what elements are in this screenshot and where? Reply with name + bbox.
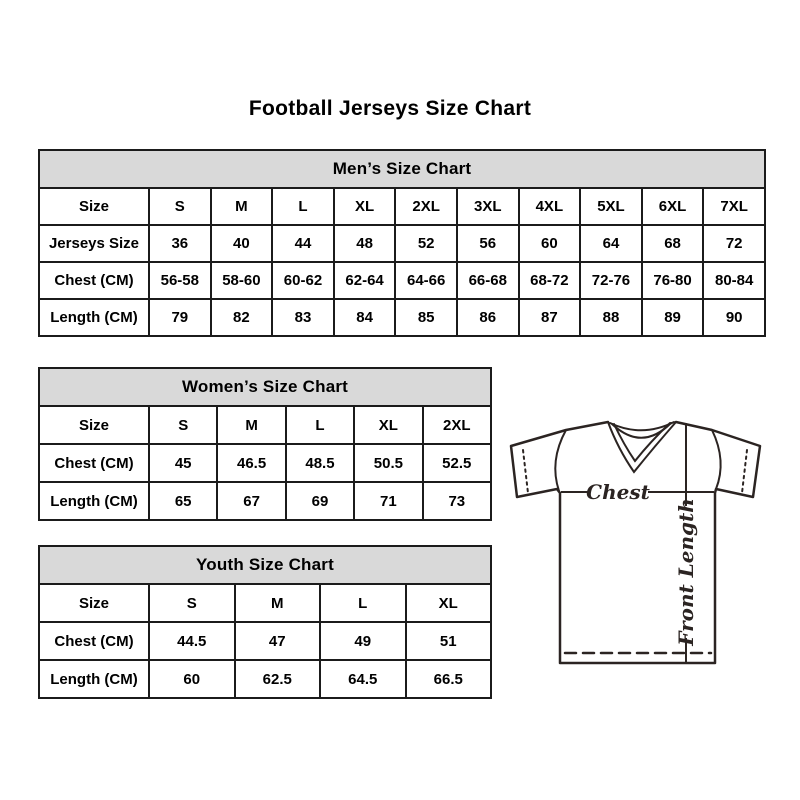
table-cell: 64.5 bbox=[320, 660, 406, 698]
table-cell: S bbox=[149, 584, 235, 622]
jersey-outline bbox=[511, 422, 760, 663]
table-cell: 52 bbox=[395, 225, 457, 262]
table-cell: 62.5 bbox=[235, 660, 321, 698]
table-cell: L bbox=[286, 406, 354, 444]
table-cell: 82 bbox=[211, 299, 273, 336]
table-cell: XL bbox=[354, 406, 422, 444]
table-cell: 47 bbox=[235, 622, 321, 660]
table-row bbox=[39, 660, 491, 698]
table-cell: 79 bbox=[149, 299, 211, 336]
table-cell: 73 bbox=[423, 482, 491, 520]
table-cell: M bbox=[217, 406, 285, 444]
table-row bbox=[39, 622, 491, 660]
table-cell: XL bbox=[334, 188, 396, 225]
left-sleeve-seam bbox=[555, 430, 566, 491]
jersey-illustration bbox=[505, 398, 775, 675]
table-cell: 89 bbox=[642, 299, 704, 336]
table-cell: 83 bbox=[272, 299, 334, 336]
youth-table-title: Youth Size Chart bbox=[39, 546, 491, 584]
row-label: Length (CM) bbox=[39, 482, 149, 520]
table-cell: 68 bbox=[642, 225, 704, 262]
table-cell: 62-64 bbox=[334, 262, 396, 299]
table-cell: 48.5 bbox=[286, 444, 354, 482]
table-cell: 67 bbox=[217, 482, 285, 520]
table-cell: 56 bbox=[457, 225, 519, 262]
table-cell: L bbox=[272, 188, 334, 225]
youth-size-table bbox=[38, 545, 492, 699]
table-cell: 5XL bbox=[580, 188, 642, 225]
table-cell: XL bbox=[406, 584, 492, 622]
row-label: Length (CM) bbox=[39, 660, 149, 698]
table-cell: 66-68 bbox=[457, 262, 519, 299]
table-cell: 44 bbox=[272, 225, 334, 262]
row-label: Chest (CM) bbox=[39, 262, 149, 299]
table-cell: 60-62 bbox=[272, 262, 334, 299]
table-cell: 68-72 bbox=[519, 262, 581, 299]
table-cell: 7XL bbox=[703, 188, 765, 225]
table-cell: 64 bbox=[580, 225, 642, 262]
table-cell: S bbox=[149, 188, 211, 225]
table-cell: M bbox=[211, 188, 273, 225]
row-label: Size bbox=[39, 406, 149, 444]
womens-size-table bbox=[38, 367, 492, 521]
table-cell: 6XL bbox=[642, 188, 704, 225]
table-row bbox=[39, 188, 765, 225]
table-cell: 87 bbox=[519, 299, 581, 336]
chest-label: Chest bbox=[586, 480, 650, 504]
left-cuff-stitch bbox=[523, 450, 528, 493]
table-cell: 72-76 bbox=[580, 262, 642, 299]
women-table-title: Women’s Size Chart bbox=[39, 368, 491, 406]
table-cell: L bbox=[320, 584, 406, 622]
row-label: Size bbox=[39, 584, 149, 622]
table-cell: M bbox=[235, 584, 321, 622]
table-cell: 66.5 bbox=[406, 660, 492, 698]
table-cell: 60 bbox=[149, 660, 235, 698]
table-row bbox=[39, 482, 491, 520]
table-cell: 2XL bbox=[423, 406, 491, 444]
table-cell: 51 bbox=[406, 622, 492, 660]
right-cuff-stitch bbox=[742, 450, 747, 493]
table-cell: 2XL bbox=[395, 188, 457, 225]
table-cell: 84 bbox=[334, 299, 396, 336]
table-cell: 72 bbox=[703, 225, 765, 262]
table-cell: 52.5 bbox=[423, 444, 491, 482]
table-row bbox=[39, 299, 765, 336]
table-cell: 88 bbox=[580, 299, 642, 336]
row-label: Length (CM) bbox=[39, 299, 149, 336]
table-cell: 56-58 bbox=[149, 262, 211, 299]
table-row bbox=[39, 262, 765, 299]
row-label: Chest (CM) bbox=[39, 444, 149, 482]
table-row bbox=[39, 406, 491, 444]
jersey-diagram bbox=[505, 398, 775, 675]
table-cell: 4XL bbox=[519, 188, 581, 225]
table-cell: 36 bbox=[149, 225, 211, 262]
table-cell: 58-60 bbox=[211, 262, 273, 299]
page-title: Football Jerseys Size Chart bbox=[248, 97, 532, 120]
mens-size-table bbox=[38, 149, 766, 337]
table-cell: 60 bbox=[519, 225, 581, 262]
table-cell: 90 bbox=[703, 299, 765, 336]
table-cell: 86 bbox=[457, 299, 519, 336]
table-cell: 80-84 bbox=[703, 262, 765, 299]
table-row bbox=[39, 225, 765, 262]
row-label: Jerseys Size bbox=[39, 225, 149, 262]
table-row bbox=[39, 584, 491, 622]
table-cell: 85 bbox=[395, 299, 457, 336]
table-cell: 71 bbox=[354, 482, 422, 520]
row-label: Size bbox=[39, 188, 149, 225]
front-length-label: Front Length bbox=[674, 498, 698, 646]
table-cell: 65 bbox=[149, 482, 217, 520]
table-row bbox=[39, 444, 491, 482]
table-cell: 69 bbox=[286, 482, 354, 520]
table-cell: 46.5 bbox=[217, 444, 285, 482]
table-cell: 40 bbox=[211, 225, 273, 262]
table-cell: 44.5 bbox=[149, 622, 235, 660]
row-label: Chest (CM) bbox=[39, 622, 149, 660]
table-cell: S bbox=[149, 406, 217, 444]
table-cell: 64-66 bbox=[395, 262, 457, 299]
table-cell: 3XL bbox=[457, 188, 519, 225]
right-sleeve-seam bbox=[712, 430, 721, 489]
table-cell: 45 bbox=[149, 444, 217, 482]
table-cell: 76-80 bbox=[642, 262, 704, 299]
table-cell: 49 bbox=[320, 622, 406, 660]
table-cell: 48 bbox=[334, 225, 396, 262]
table-cell: 50.5 bbox=[354, 444, 422, 482]
men-table-title: Men’s Size Chart bbox=[39, 150, 765, 188]
